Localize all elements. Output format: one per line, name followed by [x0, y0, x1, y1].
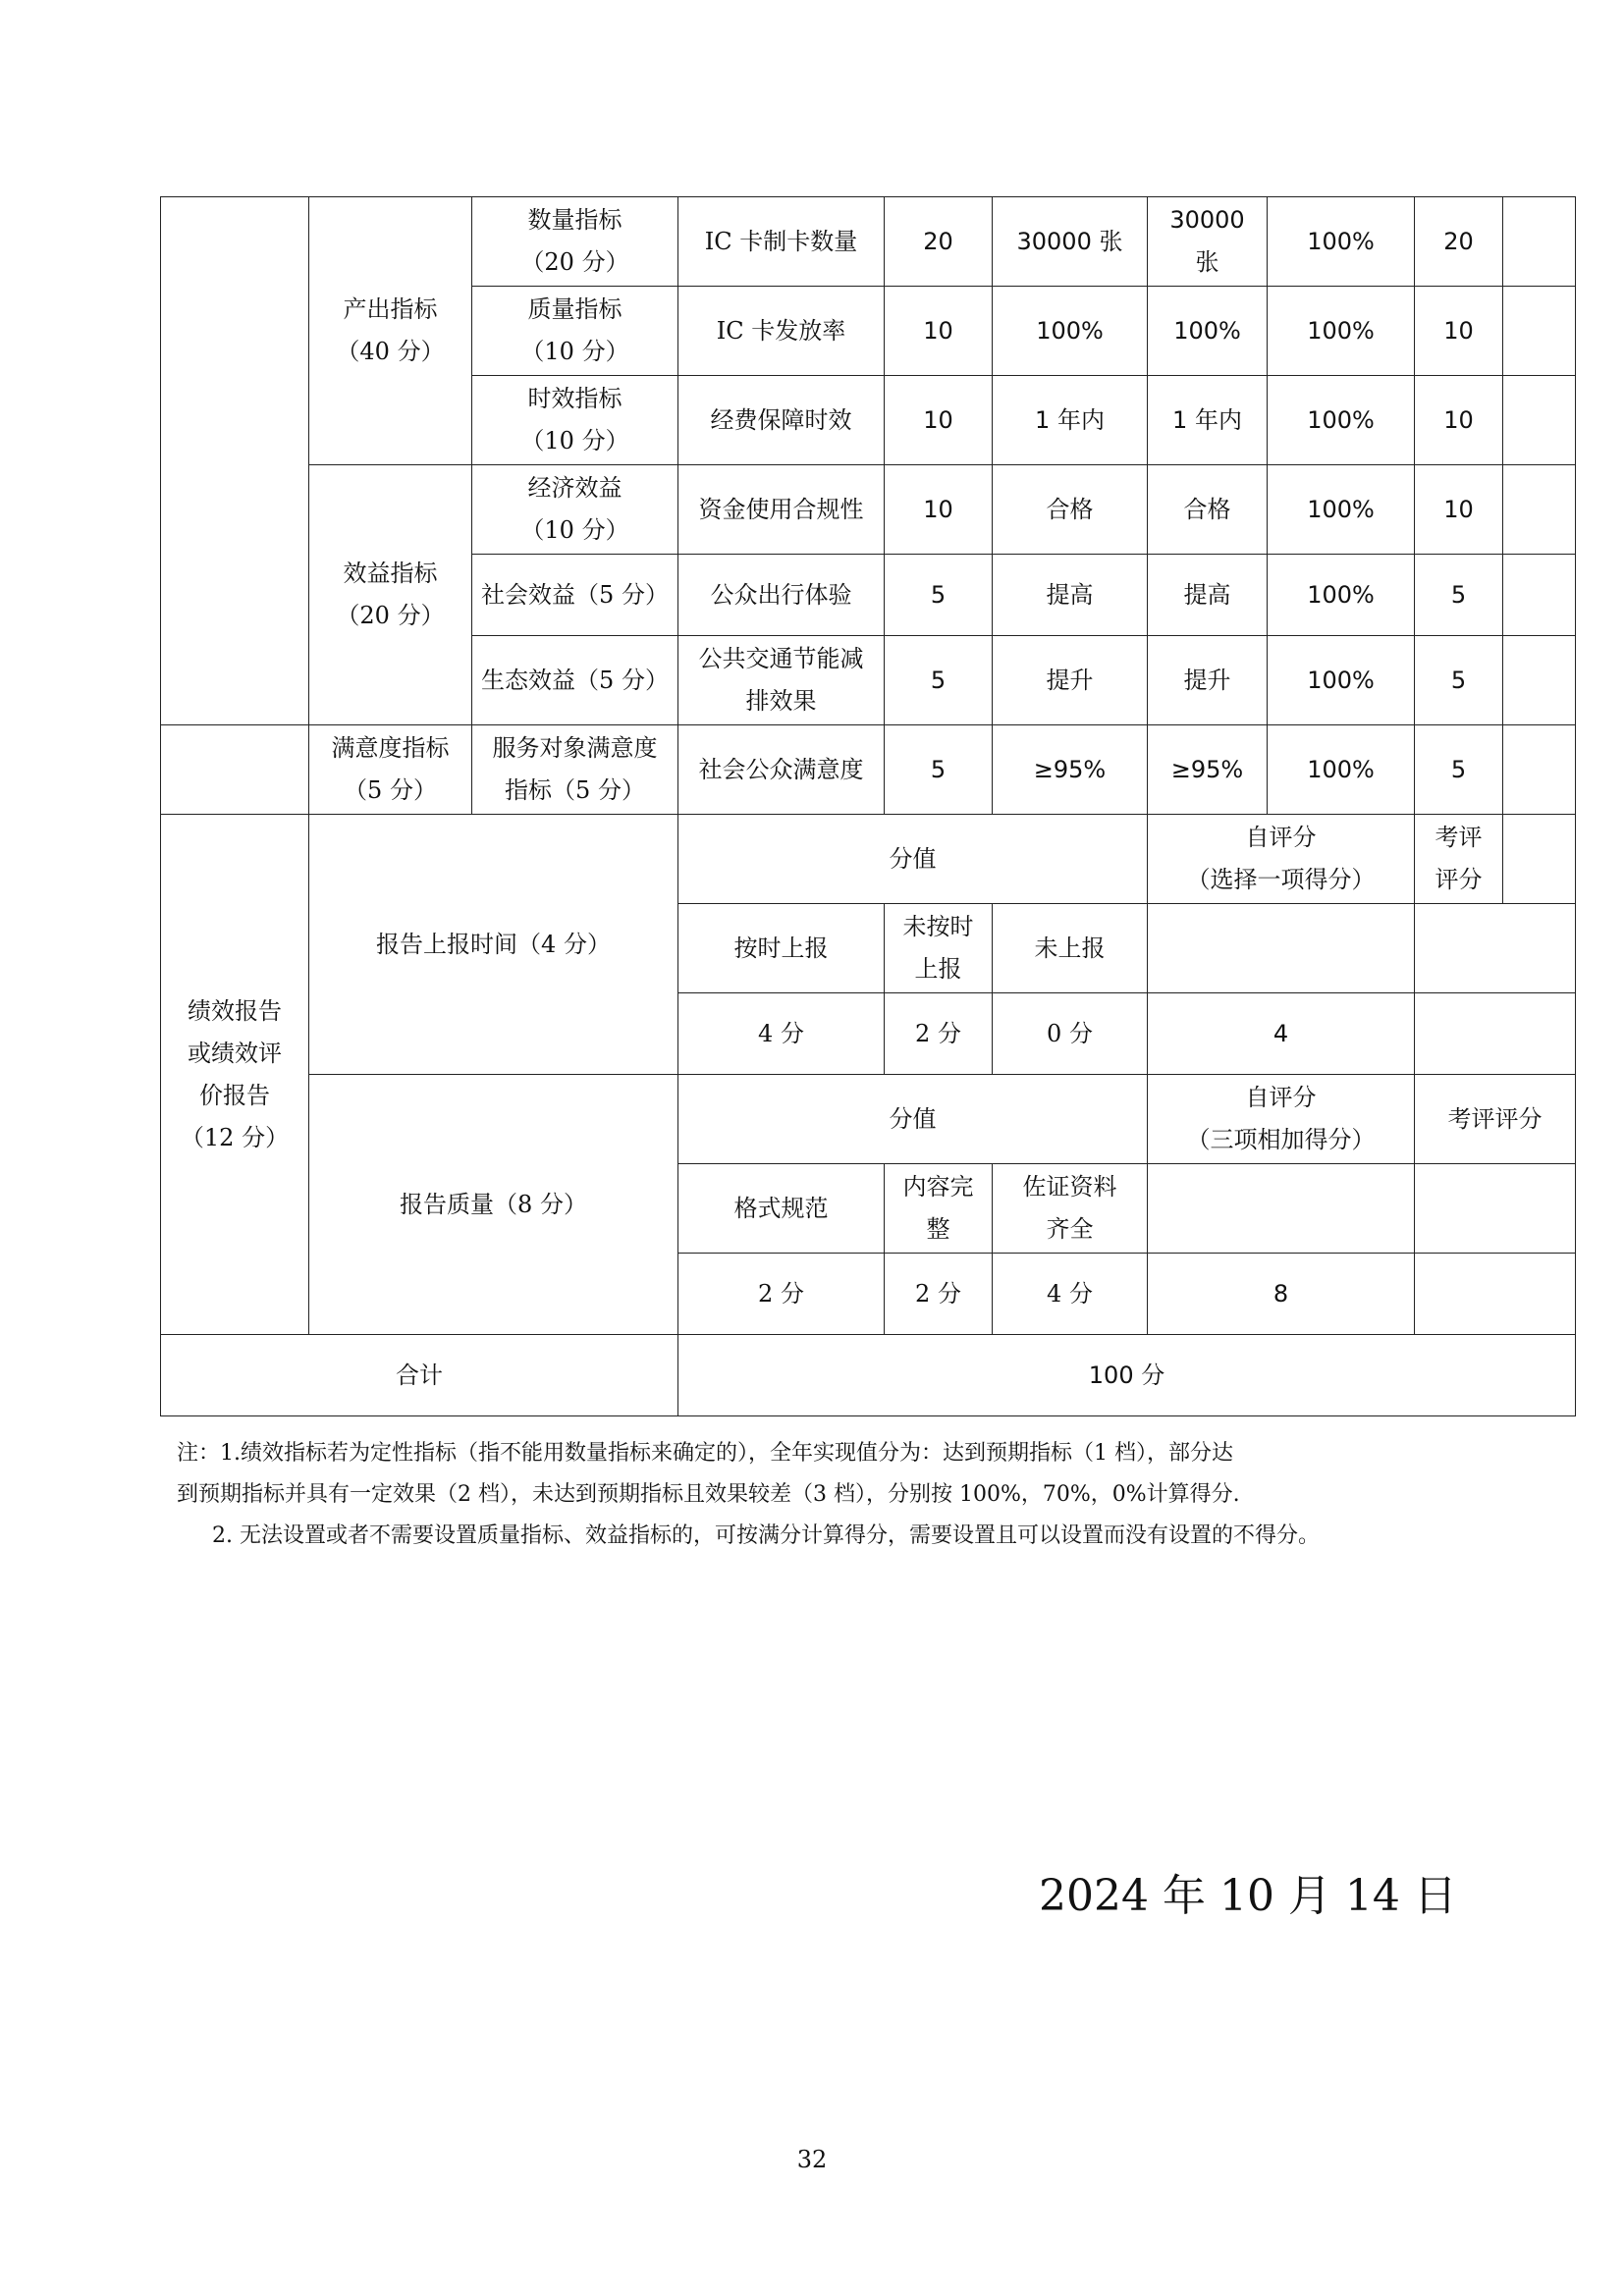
row-sub: 质量指标 （10 分） — [472, 287, 678, 376]
performance-score-table — [160, 196, 1576, 1416]
row-target: 提升 — [993, 636, 1148, 725]
row-actual: 1 年内 — [1148, 376, 1268, 465]
row-weight: 5 — [885, 555, 993, 636]
row-indicator: 经费保障时效 — [678, 376, 885, 465]
row-weight: 5 — [885, 725, 993, 815]
row-actual: 30000 张 — [1148, 197, 1268, 287]
row-score: 20 — [1415, 197, 1503, 287]
row-sub: 数量指标 （20 分） — [472, 197, 678, 287]
blank-cell — [1415, 904, 1576, 993]
row-rate: 100% — [1268, 725, 1415, 815]
review-score-header: 考评 评分 — [1415, 815, 1503, 904]
row-indicator: 公众出行体验 — [678, 555, 885, 636]
row-target: 100% — [993, 287, 1148, 376]
report-quality-label: 报告质量（8 分） — [309, 1075, 678, 1335]
row-indicator: IC 卡制卡数量 — [678, 197, 885, 287]
row-rate: 100% — [1268, 555, 1415, 636]
points-cell: 4 分 — [678, 993, 885, 1075]
blank-cell — [1148, 1164, 1415, 1254]
row-weight: 5 — [885, 636, 993, 725]
row-rate: 100% — [1268, 376, 1415, 465]
row-rate: 100% — [1268, 287, 1415, 376]
row-indicator: 资金使用合规性 — [678, 465, 885, 555]
option-cell: 佐证资料 齐全 — [993, 1164, 1148, 1254]
option-cell: 格式规范 — [678, 1164, 885, 1254]
row-rate: 100% — [1268, 465, 1415, 555]
blank-category-cell — [161, 725, 309, 815]
row-eval — [1503, 725, 1576, 815]
row-target: 30000 张 — [993, 197, 1148, 287]
option-cell: 内容完 整 — [885, 1164, 993, 1254]
row-eval — [1503, 465, 1576, 555]
blank-cell — [1415, 1164, 1576, 1254]
row-indicator: IC 卡发放率 — [678, 287, 885, 376]
row-sub: 生态效益（5 分） — [472, 636, 678, 725]
points-cell: 2 分 — [678, 1254, 885, 1335]
row-actual: 100% — [1148, 287, 1268, 376]
report-group: 绩效报告 或绩效评 价报告 （12 分） — [161, 815, 309, 1335]
row-actual: 合格 — [1148, 465, 1268, 555]
note-line-3: 2. 无法设置或者不需要设置质量指标、效益指标的，可按满分计算得分，需要设置且可以设置而没有设置的不得分。 — [212, 1523, 1320, 1548]
row-indicator: 公共交通节能减 排效果 — [678, 636, 885, 725]
points-cell: 0 分 — [993, 993, 1148, 1075]
row-eval — [1503, 287, 1576, 376]
row-score: 10 — [1415, 465, 1503, 555]
row-actual: 提高 — [1148, 555, 1268, 636]
row-rate: 100% — [1268, 197, 1415, 287]
row-eval — [1503, 376, 1576, 465]
satisfaction-group: 满意度指标 （5 分） — [309, 725, 472, 815]
option-cell: 未上报 — [993, 904, 1148, 993]
row-actual: 提升 — [1148, 636, 1268, 725]
row-score: 10 — [1415, 376, 1503, 465]
row-target: 合格 — [993, 465, 1148, 555]
total-label: 合计 — [161, 1335, 678, 1416]
points-cell: 2 分 — [885, 993, 993, 1075]
blank-cell — [1148, 904, 1415, 993]
total-value: 100 分 — [678, 1335, 1576, 1416]
row-sub: 服务对象满意度 指标（5 分） — [472, 725, 678, 815]
row-eval — [1503, 555, 1576, 636]
score-header: 分值 — [678, 815, 1148, 904]
row-weight: 20 — [885, 197, 993, 287]
self-score-value: 4 — [1148, 993, 1415, 1075]
row-target: 1 年内 — [993, 376, 1148, 465]
row-score: 5 — [1415, 555, 1503, 636]
blank-category-cell — [161, 197, 309, 725]
self-score-header: 自评分 （选择一项得分） — [1148, 815, 1415, 904]
row-sub: 社会效益（5 分） — [472, 555, 678, 636]
row-weight: 10 — [885, 465, 993, 555]
row-weight: 10 — [885, 376, 993, 465]
row-indicator: 社会公众满意度 — [678, 725, 885, 815]
self-score-value: 8 — [1148, 1254, 1415, 1335]
score-header: 分值 — [678, 1075, 1148, 1164]
row-target: ≥95% — [993, 725, 1148, 815]
option-cell: 按时上报 — [678, 904, 885, 993]
self-score-header: 自评分 （三项相加得分） — [1148, 1075, 1415, 1164]
row-sub: 时效指标 （10 分） — [472, 376, 678, 465]
points-cell: 2 分 — [885, 1254, 993, 1335]
report-time-label: 报告上报时间（4 分） — [309, 815, 678, 1075]
row-eval — [1503, 636, 1576, 725]
output-group: 产出指标 （40 分） — [309, 197, 472, 465]
page-number: 32 — [796, 2146, 828, 2173]
note-line-2: 到预期指标并具有一定效果（2 档），未达到预期指标且效果较差（3 档），分别按 100%，70%，0%计算得分. — [177, 1482, 1240, 1507]
row-eval — [1503, 197, 1576, 287]
option-cell: 未按时 上报 — [885, 904, 993, 993]
review-score-header: 考评评分 — [1415, 1075, 1576, 1164]
row-score: 5 — [1415, 725, 1503, 815]
row-actual: ≥95% — [1148, 725, 1268, 815]
row-score: 5 — [1415, 636, 1503, 725]
row-score: 10 — [1415, 287, 1503, 376]
row-sub: 经济效益 （10 分） — [472, 465, 678, 555]
points-cell: 4 分 — [993, 1254, 1148, 1335]
row-rate: 100% — [1268, 636, 1415, 725]
blank-cell — [1415, 993, 1576, 1075]
blank-cell — [1503, 815, 1576, 904]
blank-cell — [1415, 1254, 1576, 1335]
row-weight: 10 — [885, 287, 993, 376]
note-line-1: 注：1.绩效指标若为定性指标（指不能用数量指标来确定的），全年实现值分为：达到预期指标（1 档），部分达 — [177, 1441, 1233, 1466]
benefit-group: 效益指标 （20 分） — [309, 465, 472, 725]
document-date: 2024 年 10 月 14 日 — [1039, 1871, 1457, 1921]
row-target: 提高 — [993, 555, 1148, 636]
